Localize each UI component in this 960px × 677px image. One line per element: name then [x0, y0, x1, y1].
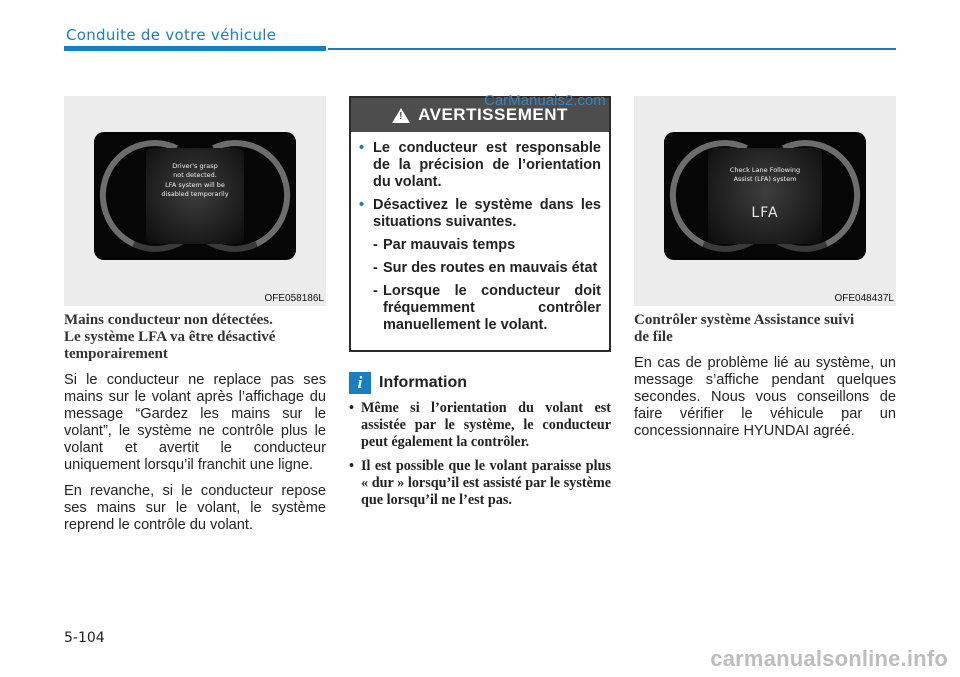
display-line: Driver's grasp	[172, 162, 218, 170]
cluster-display	[708, 148, 822, 244]
information-title: Information	[379, 374, 467, 391]
bullet-icon: •	[359, 140, 365, 156]
body-paragraph: En cas de problème lié au système, un message s’affiche pendant quelques secondes. Nous vous conseillons de faire vérifier le véhicule par un concessionnaire HYUNDAI agréé.	[634, 355, 896, 439]
warning-title: AVERTISSEMENT	[418, 105, 568, 124]
heading-line: temporairement	[64, 346, 168, 362]
body-paragraph: Si le conducteur ne replace pas ses mains sur le volant après l’affichage du message “Gardez les mains sur le volant”, le système ne contrôle plus le volant et avertit le conducteur uniquement lorsqu’il franchit une ligne.	[64, 372, 326, 473]
information-item-text: Il est possible que le volant paraisse plus « dur » lorsqu’il est assisté par le système que lorsqu’il ne l’est pas.	[361, 458, 611, 508]
warning-subitem	[359, 237, 601, 254]
display-line: LFA system will be	[165, 180, 225, 189]
warning-triangle-icon: !	[392, 108, 410, 123]
bullet-icon: •	[349, 400, 354, 416]
information-item	[349, 458, 611, 509]
warning-subitem-text: Sur des routes en mauvais état	[383, 260, 598, 276]
dash-marker: -	[373, 237, 378, 253]
information-list	[349, 400, 611, 509]
info-icon: i	[349, 372, 371, 394]
page-number: 5-104	[64, 630, 105, 646]
display-line: Assist (LFA) system	[733, 175, 797, 184]
lfa-label: LFA	[751, 204, 779, 221]
header-rule-thin	[328, 48, 896, 50]
cluster-display	[146, 148, 244, 244]
warning-box	[349, 96, 611, 352]
header-rule-thick	[64, 46, 326, 51]
warning-body	[351, 132, 609, 334]
warning-item-text: Le conducteur est responsable de la précision de l’orientation du volant.	[373, 140, 601, 190]
cluster-photo-lfa	[634, 96, 896, 306]
image-code: OFE048437L	[834, 293, 894, 304]
heading-line: Le système LFA va être désactivé	[64, 329, 276, 345]
watermark-top: CarManuals2.com	[484, 92, 606, 109]
instrument-cluster	[94, 132, 296, 260]
warning-item	[359, 197, 601, 231]
information-item	[349, 400, 611, 451]
bullet-icon: •	[349, 458, 354, 474]
dash-marker: -	[373, 283, 378, 299]
warning-item-text: Désactivez le système dans les situations suivantes.	[373, 197, 601, 230]
column-middle	[349, 96, 611, 516]
cluster-photo-grasp	[64, 96, 326, 306]
body-paragraph: En revanche, si le conducteur repose ses mains sur le volant, le système reprend le contrôle du volant.	[64, 483, 326, 533]
section-heading	[634, 312, 896, 346]
display-line: not detected.	[173, 171, 217, 180]
information-header	[349, 372, 611, 394]
dash-marker: -	[373, 260, 378, 276]
warning-subitem-text: Lorsque le conducteur doit fréquemment contrôler manuellement le volant.	[383, 283, 601, 333]
warning-subitem	[359, 260, 601, 277]
section-header-title: Conduite de votre véhicule	[66, 26, 277, 44]
display-line: disabled temporarily	[161, 190, 229, 199]
heading-line: de file	[634, 329, 673, 345]
footer-watermark: carmanualsonline.info	[710, 646, 948, 671]
column-right	[634, 96, 896, 440]
display-line: Check Lane Following	[729, 166, 801, 174]
section-heading	[64, 312, 326, 363]
bullet-icon: •	[359, 197, 365, 213]
image-code: OFE058186L	[264, 293, 324, 304]
instrument-cluster	[664, 132, 866, 260]
heading-line: Contrôler système Assistance suivi	[634, 312, 855, 328]
warning-subitem-text: Par mauvais temps	[383, 237, 516, 253]
column-left	[64, 96, 326, 534]
information-item-text: Même si l’orientation du volant est assistée par le système, le conducteur peut également la contrôler.	[361, 400, 611, 450]
heading-line: Mains conducteur non détectées.	[64, 312, 273, 328]
warning-item	[359, 140, 601, 191]
warning-subitem	[359, 283, 601, 334]
